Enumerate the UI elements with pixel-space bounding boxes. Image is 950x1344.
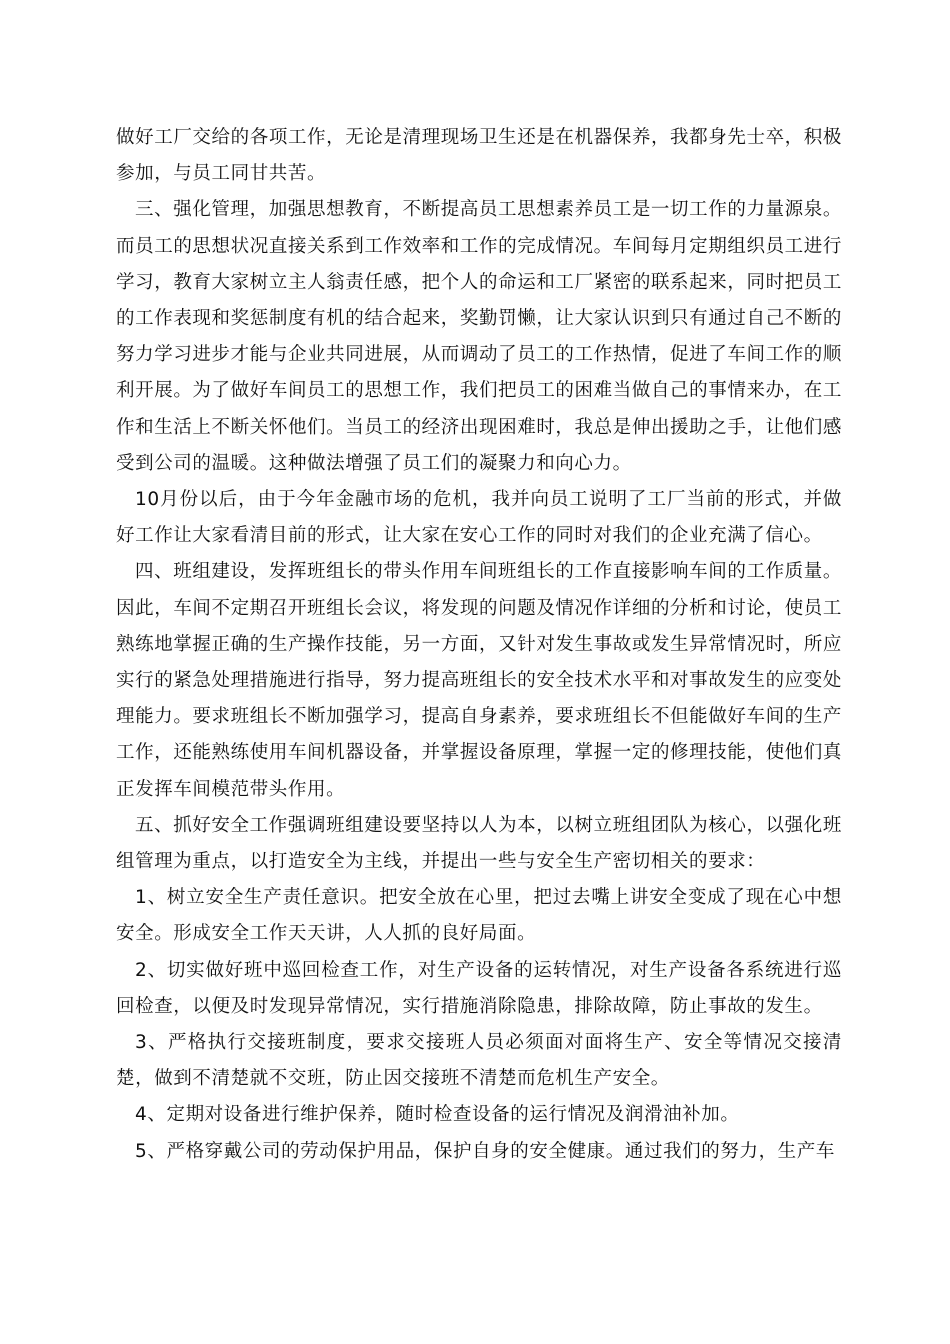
document-body [116,120,842,1170]
list-item-5: 5、严格穿戴公司的劳动保护用品，保护自身的安全健康。通过我们的努力，生产车 [135,1140,835,1162]
paragraph-section-five: 五、抓好安全工作强调班组建设要坚持以人为本，以树立班组团队为核心，以强化班组管理为重点，以打造安全为主线，并提出一些与安全生产密切相关的要求： [116,814,842,873]
paragraph-section-three: 三、强化管理，加强思想教育，不断提高员工思想素养员工是一切工作的力量源泉。而员工的思想状况直接关系到工作效率和工作的完成情况。车间每月定期组织员工进行学习，教育大家树立主人翁责任感，把个人的命运和工厂紧密的联系起来，同时把员工的工作表现和奖惩制度有机的结合起来，奖勤罚懒，让大家认识到只有通过自己不断的努力学习进步才能与企业共同进展，从而调动了员工的工作热情，促进了车间工作的顺利开展。为了做好车间员工的思想工作，我们把员工的困难当做自己的事情来办，在工作和生活上不断关怀他们。当员工的经济出现困难时，我总是伸出援助之手，让他们感受到公司的温暖。这种做法增强了员工们的凝聚力和向心力。 [116,199,842,474]
list-item-1: 1、树立安全生产责任意识。把安全放在心里，把过去嘴上讲安全变成了现在心中想安全。形成安全工作天天讲，人人抓的良好局面。 [116,887,842,945]
paragraph-section-four: 四、班组建设，发挥班组长的带头作用车间班组长的工作直接影响车间的工作质量。因此，车间不定期召开班组长会议，将发现的问题及情况作详细的分析和讨论，使员工熟练地掌握正确的生产操作技能，另一方面，又针对发生事故或发生异常情况时，所应实行的紧急处理措施进行指导，努力提高班组长的安全技术水平和对事故发生的应变处理能力。要求班组长不断加强学习，提高自身素养，要求班组长不但能做好车间的生产工作，还能熟练使用车间机器设备，并掌握设备原理，掌握一定的修理技能，使他们真正发挥车间模范带头作用。 [116,561,842,800]
paragraph-continuation: 做好工厂交给的各项工作，无论是清理现场卫生还是在机器保养，我都身先士卒，积极参加，与员工同甘共苦。 [116,127,842,185]
list-item-3: 3、严格执行交接班制度，要求交接班人员必须面对面将生产、安全等情况交接清楚，做到不清楚就不交班，防止因交接班不清楚而危机生产安全。 [116,1032,842,1090]
paragraph-october: 10月份以后，由于今年金融市场的危机，我并向员工说明了工厂当前的形式，并做好工作让大家看清目前的形式，让大家在安心工作的同时对我们的企业充满了信心。 [116,489,842,547]
list-item-4: 4、定期对设备进行维护保养，随时检查设备的运行情况及润滑油补加。 [135,1104,740,1126]
list-item-2: 2、切实做好班中巡回检查工作，对生产设备的运转情况，对生产设备各系统进行巡回检查，以便及时发现异常情况，实行措施消除隐患，排除故障，防止事故的发生。 [116,959,842,1017]
